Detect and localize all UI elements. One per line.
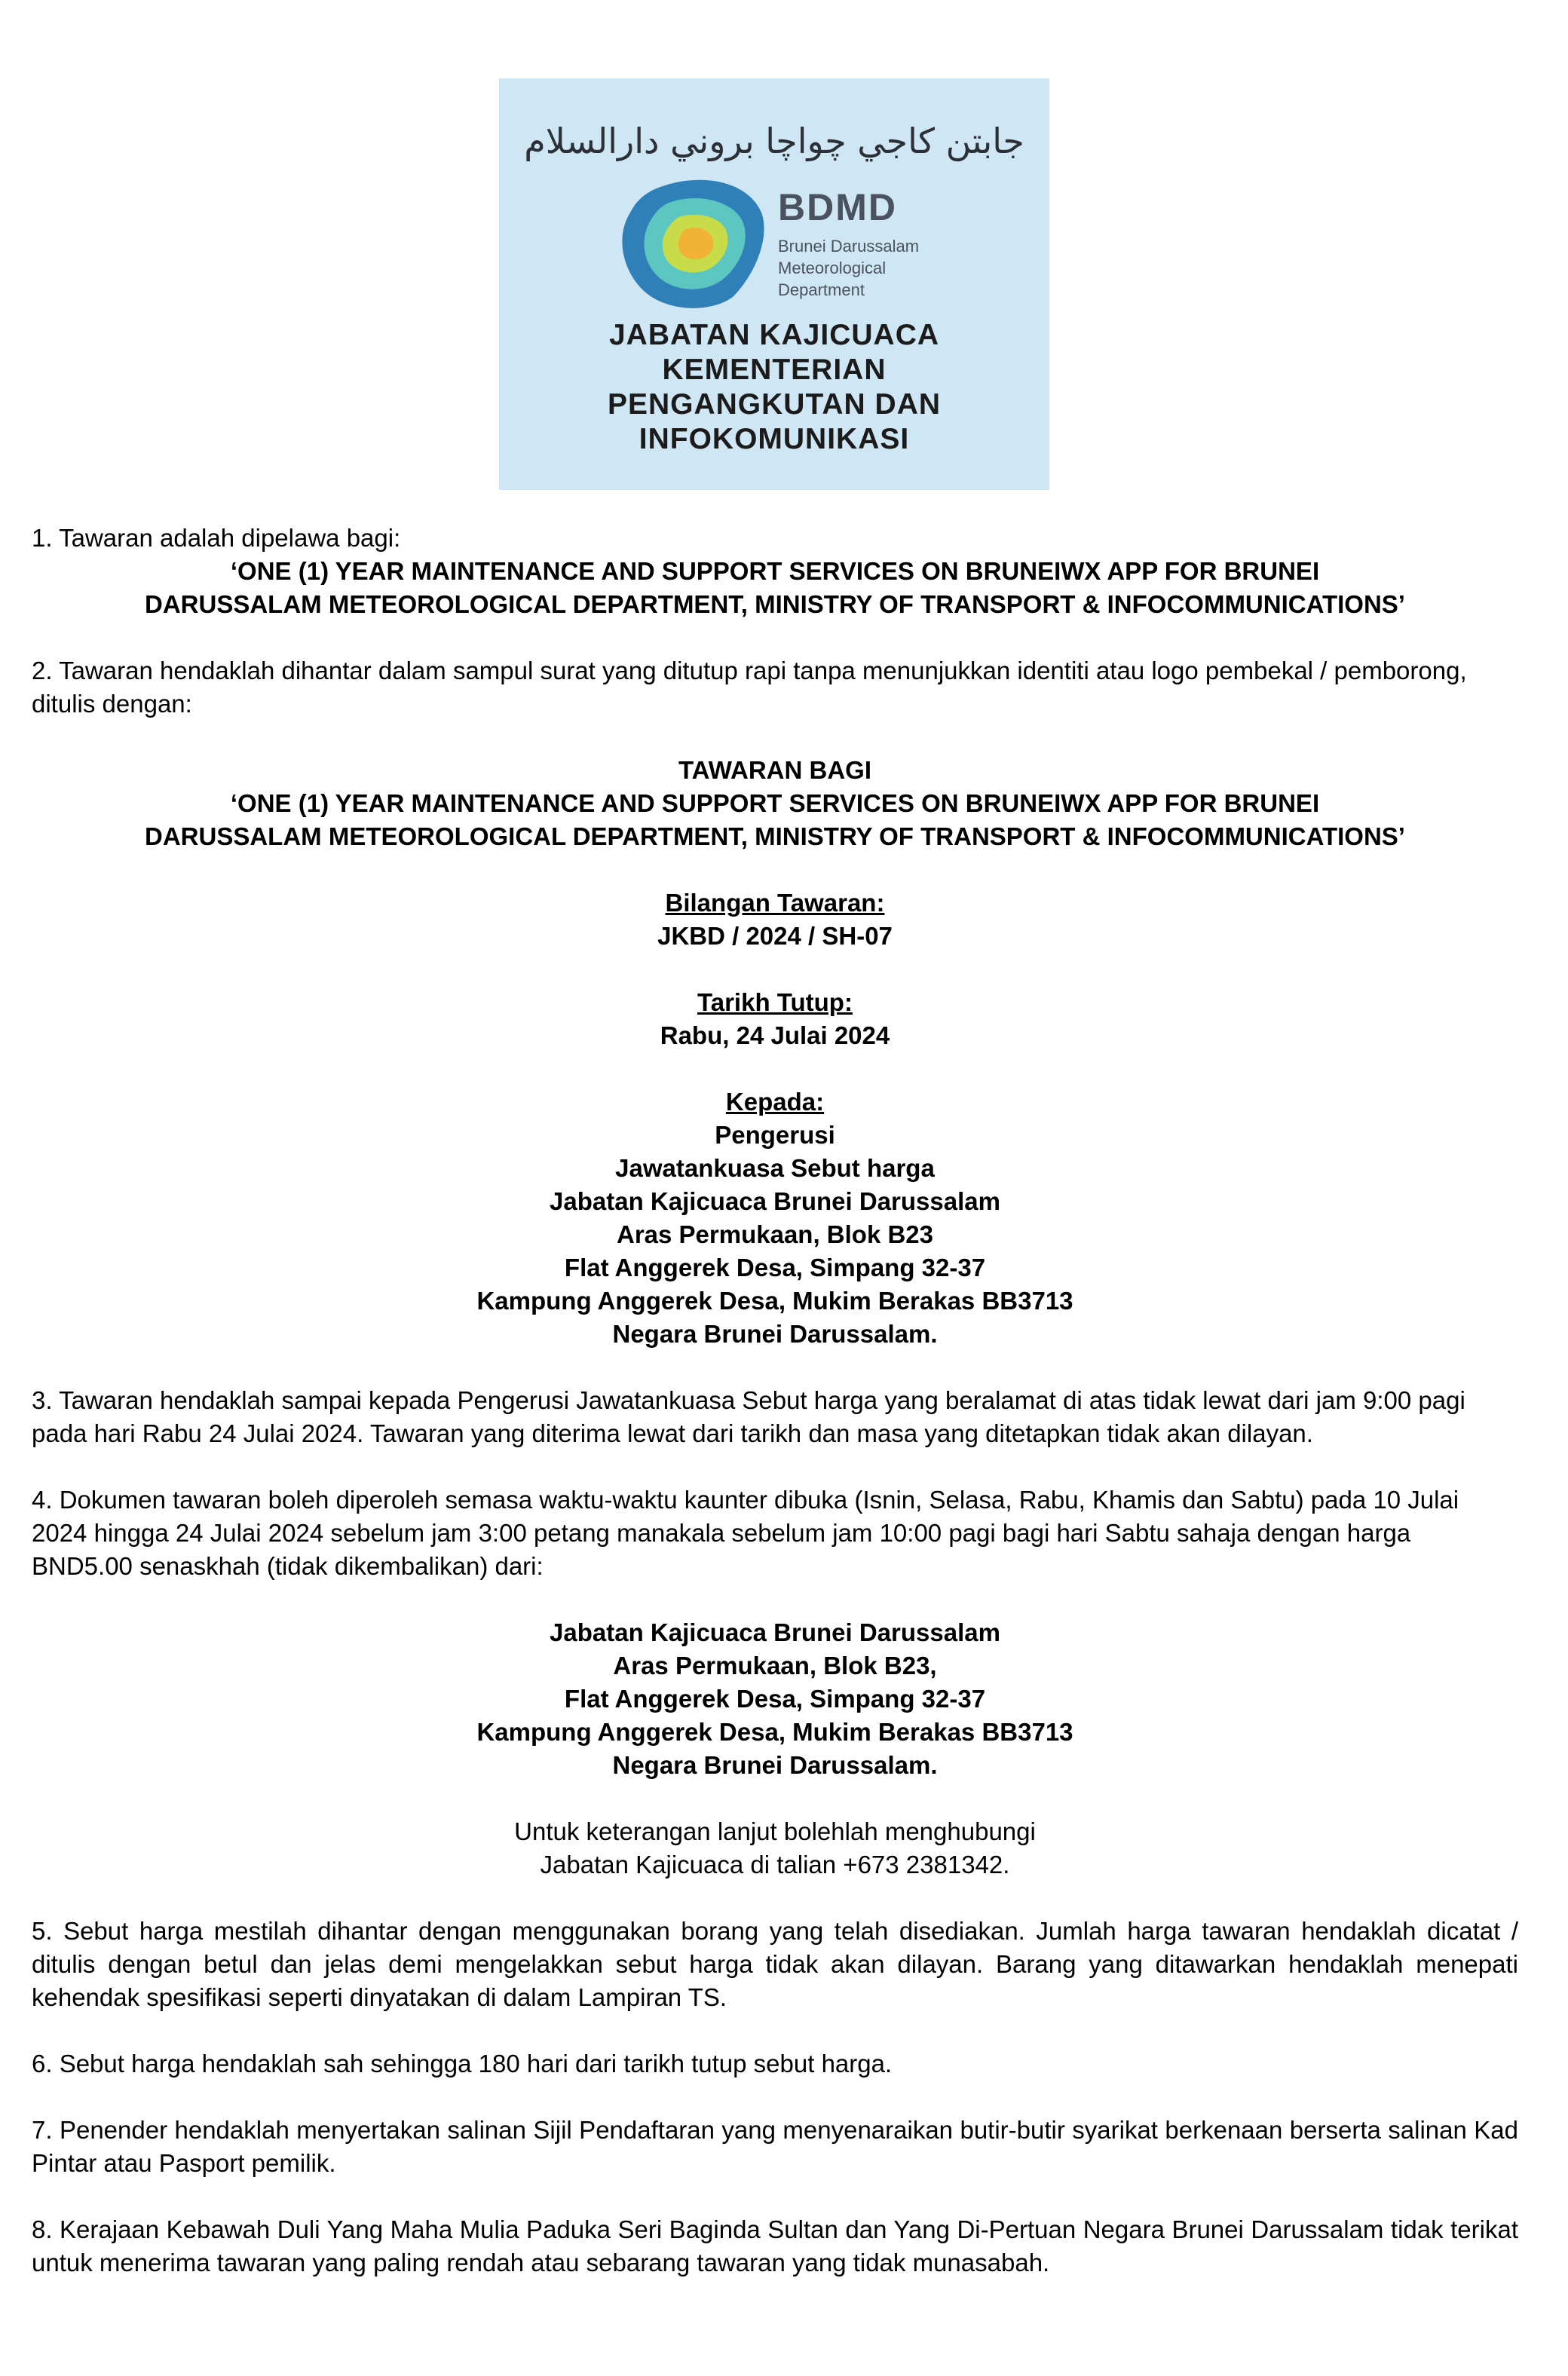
recipient-label: Kepada:	[725, 1088, 825, 1116]
address-line: Aras Permukaan, Blok B23,	[613, 1652, 937, 1679]
logo-subtitle-line: Meteorological	[778, 259, 887, 277]
recipient-line: Aras Permukaan, Blok B23	[616, 1220, 934, 1248]
logo-name-line: KEMENTERIAN	[662, 354, 887, 386]
logo-name-line: PENGANGKUTAN DAN	[607, 388, 942, 421]
envelope-label	[32, 754, 1518, 1351]
envelope-heading: TAWARAN BAGI	[678, 756, 872, 784]
item-1-intro: 1. Tawaran adalah dipelawa bagi:	[32, 524, 401, 552]
logo-subtitle	[778, 235, 919, 301]
contact-line: Untuk keterangan lanjut bolehlah menghubungi	[514, 1817, 1036, 1845]
address-line: Jabatan Kajicuaca Brunei Darussalam	[550, 1618, 1000, 1646]
weather-blob-icon	[620, 176, 770, 312]
closing-date-label: Tarikh Tutup:	[697, 988, 853, 1016]
logo-subtitle-line: Department	[778, 280, 865, 299]
item-4-text: 4. Dokumen tawaran boleh diperoleh semasa waktu-waktu kaunter dibuka (Isnin, Selasa, Rabu, Khamis dan Sabtu) pada 10 Julai 2024 hingga 24 Julai 2024 sebelum jam 3:00 petang manakala sebelum jam 10:00 pagi bagi hari Sabtu sahaja dengan harga BND5.00 senaskhah (tidak dikembalikan) dari:	[32, 1486, 1459, 1580]
title-line: ‘ONE (1) YEAR MAINTENANCE AND SUPPORT SERVICES ON BRUNEIWX APP FOR BRUNEI	[230, 557, 1320, 585]
logo-subtitle-line: Brunei Darussalam	[778, 237, 920, 256]
item-5-text: 5. Sebut harga mestilah dihantar dengan menggunakan borang yang telah disediakan. Jumlah harga tawaran hendaklah dicatat / ditulis dengan betul dan jelas demi mengelakkan sebut harga tidak akan dilayan. Barang yang ditawarkan hendaklah menepati kehendak spesifikasi seperti dinyatakan di dalam Lampiran TS.	[32, 1917, 1518, 2011]
logo-department-name	[499, 318, 1049, 457]
title-line: DARUSSALAM METEOROLOGICAL DEPARTMENT, MINISTRY OF TRANSPORT & INFOCOMMUNICATIONS’	[145, 822, 1405, 850]
recipient-line: Kampung Anggerek Desa, Mukim Berakas BB3713	[476, 1287, 1073, 1315]
title-line: DARUSSALAM METEOROLOGICAL DEPARTMENT, MINISTRY OF TRANSPORT & INFOCOMMUNICATIONS’	[145, 590, 1405, 618]
item-7-text: 7. Penender hendaklah menyertakan salinan Sijil Pendaftaran yang menyenaraikan butir-butir syarikat berkenaan berserta salinan Kad Pintar atau Pasport pemilik.	[32, 2116, 1518, 2177]
recipient-line: Flat Anggerek Desa, Simpang 32-37	[564, 1254, 986, 1281]
department-logo	[499, 78, 1049, 490]
contact-info	[32, 1815, 1518, 1882]
recipient-line: Negara Brunei Darussalam.	[612, 1320, 938, 1348]
address-line: Kampung Anggerek Desa, Mukim Berakas BB3713	[476, 1718, 1073, 1746]
item-1-title	[32, 555, 1518, 621]
title-line: ‘ONE (1) YEAR MAINTENANCE AND SUPPORT SERVICES ON BRUNEIWX APP FOR BRUNEI	[230, 789, 1320, 817]
logo-name-line: JABATAN KAJICUACA	[608, 319, 940, 351]
item-2-text: 2. Tawaran hendaklah dihantar dalam sampul surat yang ditutup rapi tanpa menunjukkan identiti atau logo pembekal / pemborong, ditulis dengan:	[32, 657, 1467, 718]
closing-date-value: Rabu, 24 Julai 2024	[660, 1021, 890, 1049]
item-3-text: 3. Tawaran hendaklah sampai kepada Pengerusi Jawatankuasa Sebut harga yang beralamat di atas tidak lewat dari jam 9:00 pagi pada hari Rabu 24 Julai 2024. Tawaran yang diterima lewat dari tarikh dan masa yang ditetapkan tidak akan dilayan.	[32, 1386, 1465, 1447]
contact-line: Jabatan Kajicuaca di talian +673 2381342.	[540, 1851, 1010, 1878]
recipient-line: Jawatankuasa Sebut harga	[615, 1154, 935, 1182]
item-8-text: 8. Kerajaan Kebawah Duli Yang Maha Mulia Paduka Seri Baginda Sultan dan Yang Di-Pertuan Negara Brunei Darussalam tidak terikat untuk menerima tawaran yang paling rendah atau sebarang tawaran yang tidak munasabah.	[32, 2215, 1518, 2276]
tender-notice	[32, 522, 1518, 2280]
address-line: Negara Brunei Darussalam.	[612, 1751, 938, 1779]
recipient-line: Jabatan Kajicuaca Brunei Darussalam	[550, 1187, 1000, 1215]
recipient-line: Pengerusi	[715, 1121, 835, 1149]
item-6-text: 6. Sebut harga hendaklah sah sehingga 180 hari dari tarikh tutup sebut harga.	[32, 2050, 893, 2077]
logo-jawi-text: جابتن كاجي چواچا بروني دارالسلام	[524, 121, 1024, 161]
address-line: Flat Anggerek Desa, Simpang 32-37	[564, 1685, 986, 1713]
logo-name-line: INFOKOMUNIKASI	[639, 423, 910, 455]
tender-number-label: Bilangan Tawaran:	[665, 889, 885, 917]
tender-number-value: JKBD / 2024 / SH-07	[657, 922, 893, 950]
logo-abbreviation: BDMD	[778, 186, 897, 228]
document-pickup-address	[32, 1616, 1518, 1782]
